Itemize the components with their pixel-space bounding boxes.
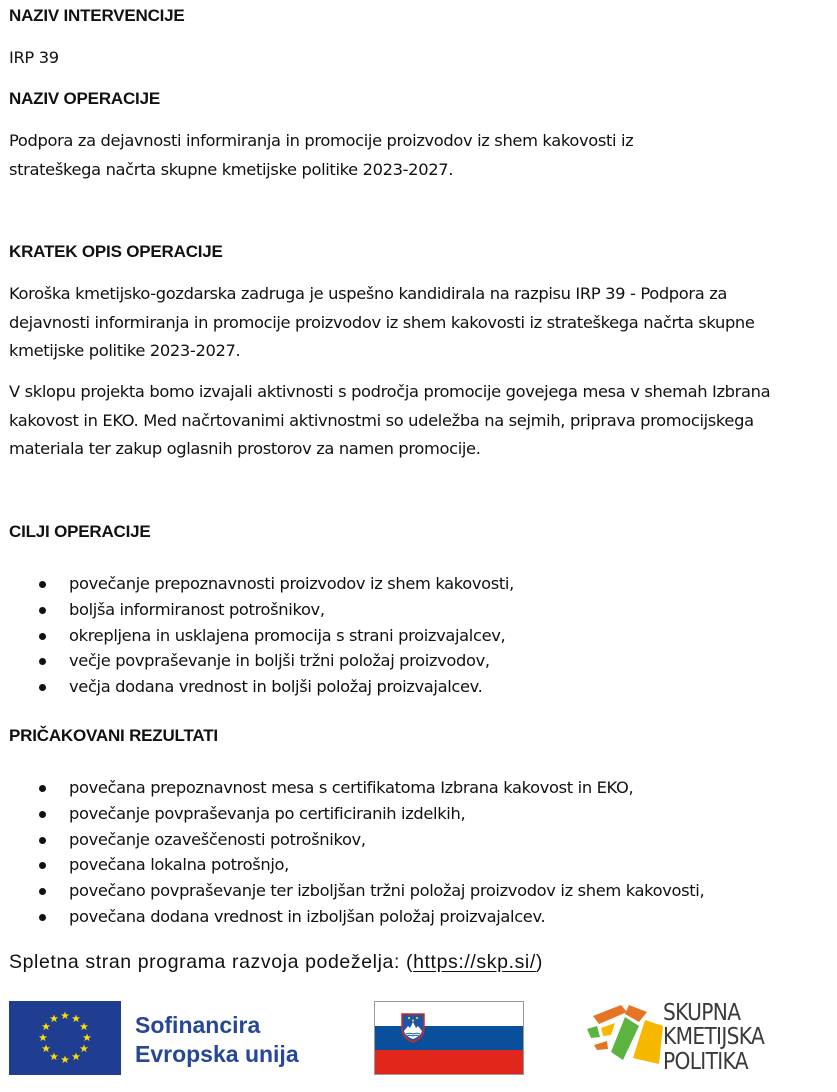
eu-text-line2: Evropska unija bbox=[135, 1041, 299, 1067]
skp-text-line2: KMETIJSKA bbox=[663, 1022, 765, 1051]
short-description-paragraph-2: V sklopu projekta bomo izvajali aktivnosti s področja promocije govejega mesa v shemah Izbrana kakovost in EKO. Med načrtovanimi aktivnostmi so udeležba na sejmih, priprava promocijskega materiala ter zakup oglasnih prostorov za namen promocije. bbox=[9, 382, 771, 458]
results-item-text: povečana prepoznavnost mesa s certifikatoma Izbrana kakovost in EKO, bbox=[69, 778, 634, 797]
goals-heading: CILJI OPERACIJE bbox=[9, 522, 151, 541]
bullet-icon bbox=[39, 607, 46, 614]
bullet-icon bbox=[39, 837, 46, 844]
bullet-icon bbox=[39, 658, 46, 665]
bullet-icon bbox=[39, 914, 46, 921]
goals-item-text: okrepljena in usklajena promocija s strani proizvajalcev, bbox=[69, 625, 506, 645]
bullet-icon bbox=[39, 862, 46, 869]
bullet-icon bbox=[39, 633, 46, 640]
bullet-icon bbox=[39, 581, 46, 588]
results-item-text: povečanje ozaveščenosti potrošnikov, bbox=[69, 829, 366, 849]
skp-field-mark-icon bbox=[585, 1002, 665, 1064]
goals-item-text: boljša informiranost potrošnikov, bbox=[69, 599, 325, 619]
goals-item-text: večja dodana vrednost in boljši položaj proizvajalcev. bbox=[69, 677, 483, 697]
skp-text-line3: POLITIKA bbox=[663, 1046, 748, 1075]
short-description-paragraph-1: Koroška kmetijsko-gozdarska zadruga je uspešno kandidirala na razpisu IRP 39 - Podpora za dejavnosti informiranja in promocije proizvodov iz shem kakovosti iz strateškega načrta skupne kmetijske politike 2023-2027. bbox=[9, 284, 755, 360]
skp-text-line1: SKUPNA bbox=[663, 998, 741, 1026]
bullet-icon bbox=[39, 785, 46, 792]
skp-logo-text bbox=[663, 1000, 781, 1073]
website-suffix: ) bbox=[535, 951, 543, 973]
eu-flag-icon bbox=[9, 1001, 121, 1075]
eu-text-line1: Sofinancira bbox=[135, 1012, 261, 1038]
eu-cofunded-logo bbox=[9, 1001, 329, 1075]
expected-results-heading: PRIČAKOVANI REZULTATI bbox=[9, 726, 218, 745]
results-item-text: povečano povpraševanje ter izboljšan tržni položaj proizvodov iz shem kakovosti, bbox=[69, 881, 705, 901]
website-label: Spletna stran programa razvoja podeželja: ( bbox=[9, 951, 414, 973]
bullet-icon bbox=[39, 684, 46, 691]
intervention-heading: NAZIV INTERVENCIJE bbox=[9, 6, 185, 25]
slovenia-coat-of-arms-icon bbox=[400, 1013, 426, 1043]
short-description-heading: KRATEK OPIS OPERACIJE bbox=[9, 242, 223, 261]
operation-name-heading: NAZIV OPERACIJE bbox=[9, 89, 160, 108]
goals-item-text: večje povpraševanje in boljši tržni položaj proizvodov, bbox=[69, 651, 490, 671]
website-link[interactable]: https://skp.si/ bbox=[413, 951, 536, 973]
bullet-icon bbox=[39, 888, 46, 895]
results-item-text: povečanje povpraševanja po certificiranih izdelkih, bbox=[69, 803, 466, 823]
goals-item-text: povečanje prepoznavnosti proizvodov iz shem kakovosti, bbox=[69, 574, 514, 593]
results-item-text: povečana dodana vrednost in izboljšan položaj proizvajalcev. bbox=[69, 906, 546, 926]
slovenia-flag-icon bbox=[374, 1001, 524, 1075]
intervention-value: IRP 39 bbox=[9, 48, 59, 67]
bullet-icon bbox=[39, 811, 46, 818]
website-line bbox=[9, 951, 543, 974]
skp-logo bbox=[585, 1000, 785, 1078]
operation-name-text: Podpora za dejavnosti informiranja in promocije proizvodov iz shem kakovosti iz strateškega načrta skupne kmetijske politike 2023-2027. bbox=[9, 131, 634, 179]
results-item-text: povečana lokalna potrošnjo, bbox=[69, 855, 289, 875]
eu-cofunded-text bbox=[135, 1011, 299, 1069]
